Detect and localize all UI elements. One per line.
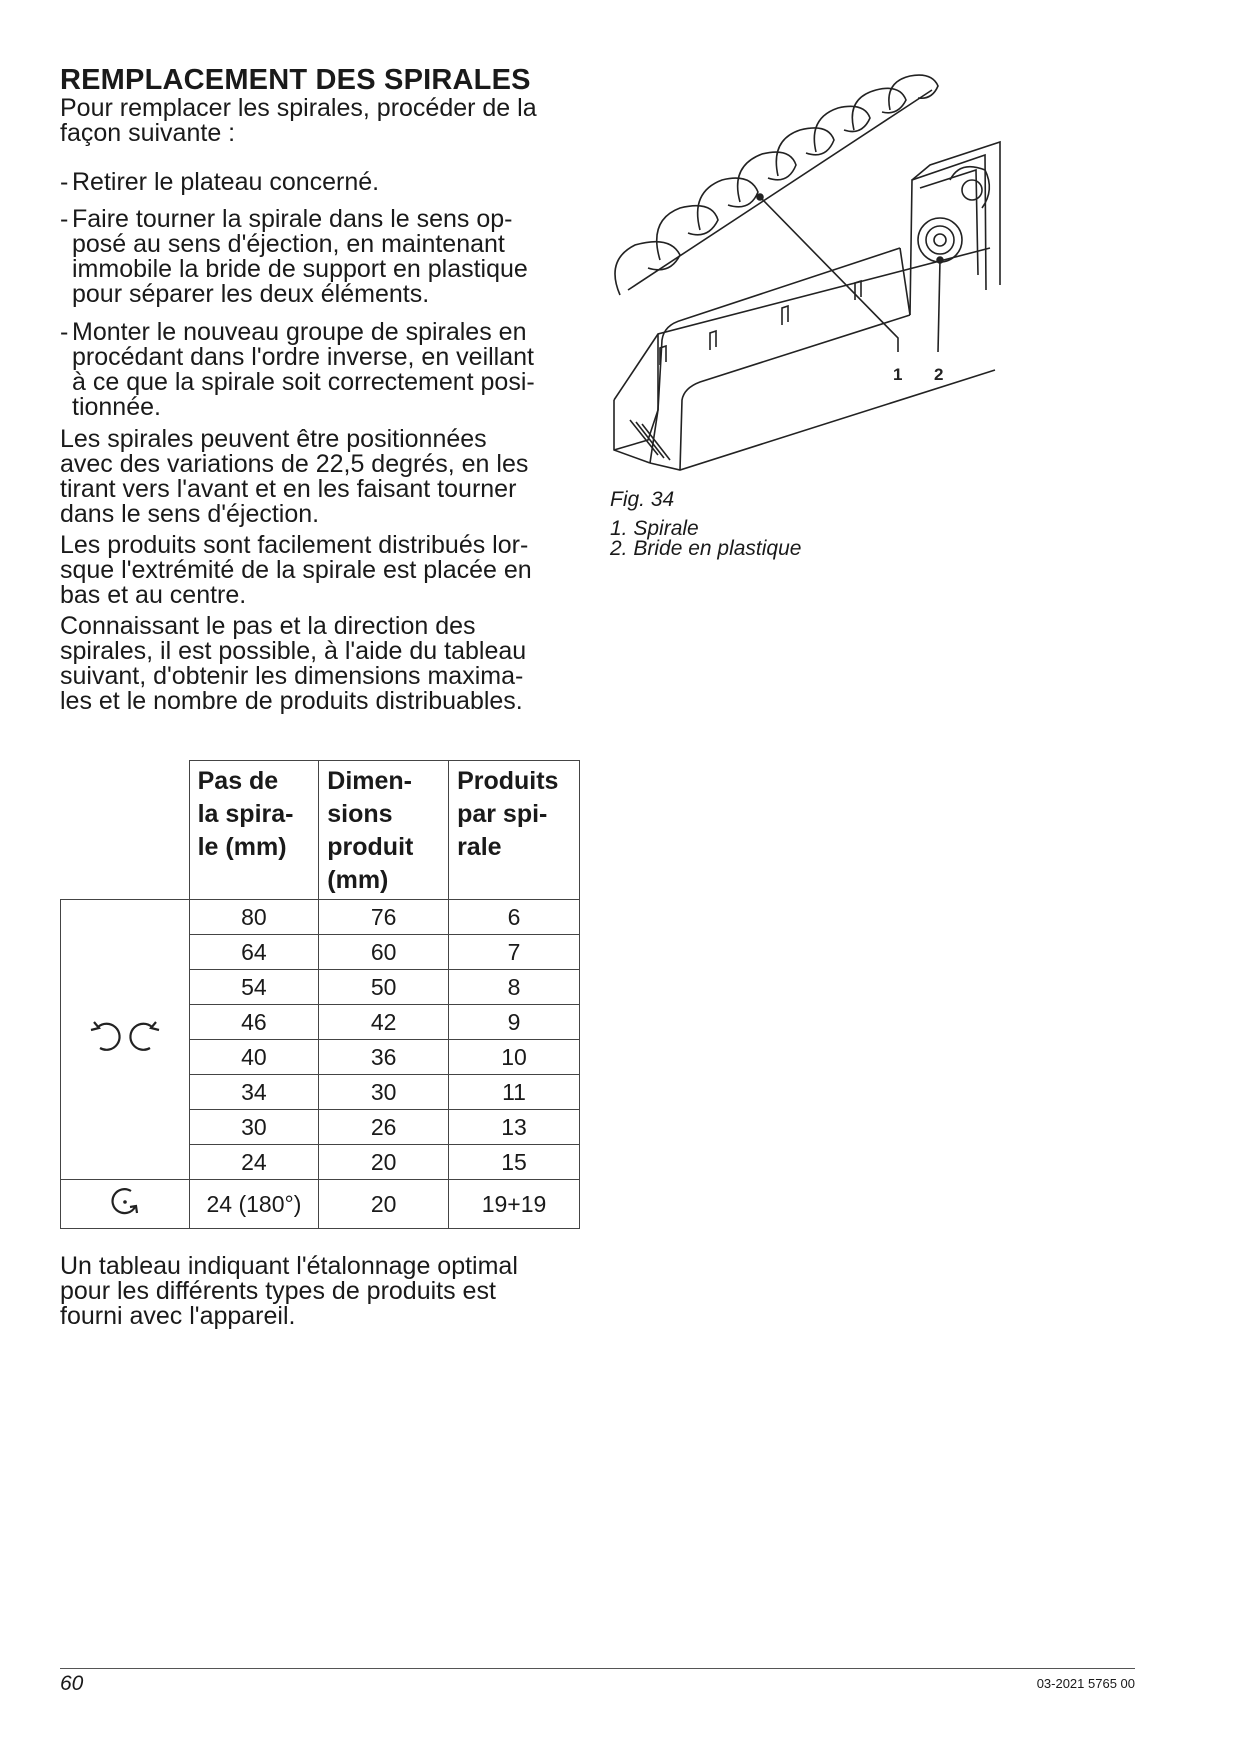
page-title: REMPLACEMENT DES SPIRALES: [60, 64, 531, 96]
pitch-cell: 34: [189, 1075, 319, 1110]
legend-item: 2. Bride en plastique: [610, 537, 802, 560]
text-line: fourni avec l'appareil.: [60, 1302, 296, 1330]
single-rotation-icon: [61, 1180, 190, 1229]
bullet-dash: -: [60, 318, 69, 346]
spiral-figure: [600, 70, 1010, 490]
table-header-row: [61, 761, 580, 900]
figure-caption: Fig. 34: [610, 488, 675, 511]
quantity-cell: 10: [449, 1040, 580, 1075]
double-rotation-icon: [61, 900, 190, 1180]
figure-legend: [610, 519, 801, 559]
text-line: tionnée.: [72, 393, 161, 421]
text-line: immobile la bride de support en plastique: [72, 255, 528, 283]
pitch-cell: 46: [189, 1005, 319, 1040]
text-line: dans le sens d'éjection.: [60, 500, 320, 528]
text-line: tirant vers l'avant et en les faisant tourner: [60, 475, 517, 503]
text-line: pour les différents types de produits est: [60, 1277, 496, 1305]
dimension-cell: 76: [319, 900, 449, 935]
table-intro-paragraph: [60, 614, 580, 714]
pitch-cell: 24 (180°): [189, 1180, 319, 1229]
bullet-dash: -: [60, 168, 69, 196]
text-line: Connaissant le pas et la direction des: [60, 612, 476, 640]
quantity-cell: 7: [449, 935, 580, 970]
quantity-cell: 6: [449, 900, 580, 935]
quantity-cell: 11: [449, 1075, 580, 1110]
text-line: pour séparer les deux éléments.: [72, 280, 430, 308]
distribution-paragraph: [60, 533, 580, 608]
text-line: avec des variations de 22,5 degrés, en les: [60, 450, 529, 478]
text-line: bas et au centre.: [60, 581, 247, 609]
quantity-cell: 8: [449, 970, 580, 1005]
document-reference: 03-2021 5765 00: [1036, 1676, 1135, 1691]
dimension-cell: 20: [319, 1180, 449, 1229]
pitch-cell: 64: [189, 935, 319, 970]
dimension-cell: 26: [319, 1110, 449, 1145]
legend-item: 1. Spirale: [610, 517, 699, 540]
text-line: Les produits sont facilement distribués lor-: [60, 531, 529, 559]
intro-paragraph: [60, 96, 580, 146]
quantity-cell: 9: [449, 1005, 580, 1040]
spiral-spec-table: [60, 760, 580, 1229]
text-line: procédant dans l'ordre inverse, en veillant: [72, 343, 534, 371]
closing-paragraph: [60, 1254, 580, 1329]
table-header-blank: [61, 761, 190, 900]
quantity-cell: 19+19: [449, 1180, 580, 1229]
text-line: Faire tourner la spirale dans le sens op-: [72, 205, 513, 233]
bullet-dash: -: [60, 205, 69, 233]
table-row: [61, 900, 580, 935]
dimension-cell: 30: [319, 1075, 449, 1110]
quantity-cell: 15: [449, 1145, 580, 1180]
dimension-cell: 50: [319, 970, 449, 1005]
text-line: suivant, d'obtenir les dimensions maxima-: [60, 662, 524, 690]
text-line: posé au sens d'éjection, en maintenant: [72, 230, 505, 258]
text-line: Monter le nouveau groupe de spirales en: [72, 318, 527, 346]
header-product-dimensions: Dimen- sions produit (mm): [319, 761, 449, 900]
table-row: [61, 1180, 580, 1229]
positioning-paragraph: [60, 427, 580, 527]
quantity-cell: 13: [449, 1110, 580, 1145]
text-line: façon suivante :: [60, 119, 236, 147]
pitch-cell: 24: [189, 1145, 319, 1180]
text-line: à ce que la spirale soit correctement posi-: [72, 368, 535, 396]
text-line: Pour remplacer les spirales, procéder de la: [60, 94, 537, 122]
pitch-cell: 80: [189, 900, 319, 935]
text-line: Retirer le plateau concerné.: [72, 168, 380, 196]
text-line: Les spirales peuvent être positionnées: [60, 425, 487, 453]
dimension-cell: 36: [319, 1040, 449, 1075]
text-line: les et le nombre de produits distribuables.: [60, 687, 523, 715]
callout-1-label: 1: [893, 365, 903, 384]
page-number: 60: [60, 1672, 84, 1695]
text-line: sque l'extrémité de la spirale est placée en: [60, 556, 532, 584]
callout-2-label: 2: [934, 365, 944, 384]
spiral-tray-illustration: [600, 70, 1010, 490]
dimension-cell: 42: [319, 1005, 449, 1040]
pitch-cell: 40: [189, 1040, 319, 1075]
text-line: Un tableau indiquant l'étalonnage optimal: [60, 1252, 518, 1280]
header-pitch: Pas de la spira- le (mm): [189, 761, 319, 900]
pitch-cell: 30: [189, 1110, 319, 1145]
footer-divider: [60, 1668, 1135, 1669]
pitch-cell: 54: [189, 970, 319, 1005]
dimension-cell: 60: [319, 935, 449, 970]
text-line: spirales, il est possible, à l'aide du tableau: [60, 637, 527, 665]
header-products-per-spiral: Produits par spi- rale: [449, 761, 580, 900]
dimension-cell: 20: [319, 1145, 449, 1180]
